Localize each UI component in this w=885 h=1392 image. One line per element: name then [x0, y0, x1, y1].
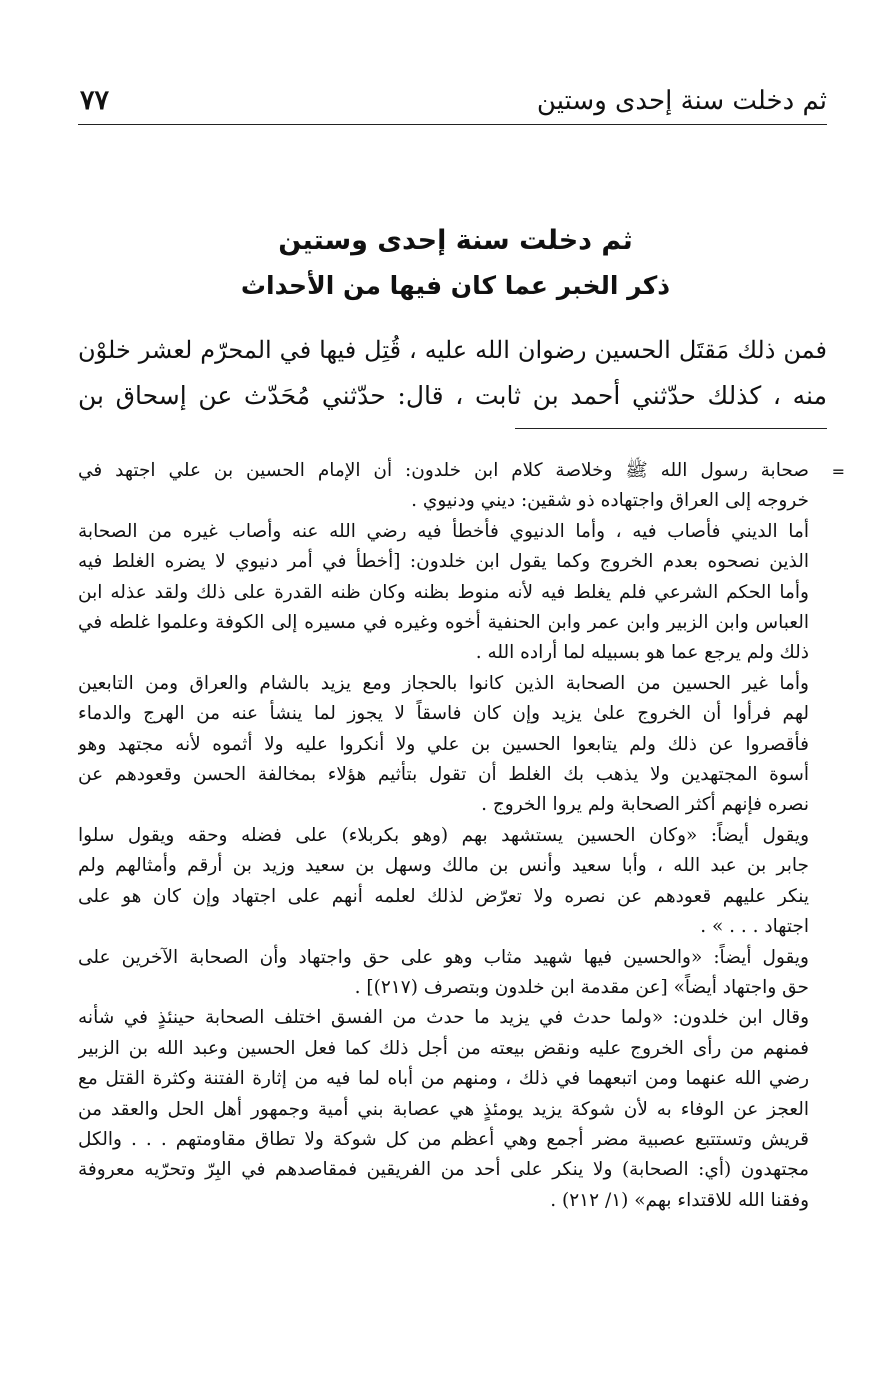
footnote-line: صحابة رسول الله ﷺ وخلاصة كلام ابن خلدون: أن الإمام الحسين بن علي اجتهد في: [78, 460, 809, 481]
footnote-line: فأقصروا عن ذلك ولم يتابعوا الحسين بن علي ولا أنكروا عليه ولا أثموه لأنه مجتهد وهو: [78, 733, 809, 755]
footnote-line: العجز عن الوفاء به لأن شوكة يزيد يومئذٍ هي عصابة بني أمية وجمهور أهل الحل والعقد من: [78, 1098, 809, 1120]
running-title: ثم دخلت سنة إحدى وستين: [536, 86, 827, 116]
footnote-line: الذين نصحوه بعدم الخروج وكما يقول ابن خلدون: [أخطأ في أمر دنيوي لا يضره الغلط فيه: [78, 551, 809, 573]
footnote-line: نصره فإنهم أكثر الصحابة ولم يروا الخروج .: [481, 794, 809, 816]
footnotes: [78, 456, 809, 1216]
running-header: [78, 82, 827, 125]
footnote-line: أما الديني فأصاب فيه ، وأما الدنيوي فأخطأ فيه رضي الله عنه وأصاب غيره من الصحابة: [78, 520, 809, 542]
footnote-line: مجتهدون (أي: الصحابة) ولا ينكر على أحد من الفريقين فمقاصدهم في البِرّ وتحرّيه معروفة: [78, 1159, 809, 1181]
footnote-line: ويقول أيضاً: «والحسين فيها شهيد مثاب وهو على حق واجتهاد وأن الصحابة الآخرين على: [78, 946, 809, 968]
footnote-line: العباس وابن الزبير وابن عمر وابن الحنفية أخوه وغيره في مسيره إلى الكوفة وعلموا غلطه في: [78, 612, 809, 634]
chapter-subtitle: ذكر الخبر عما كان فيها من الأحداث: [240, 271, 671, 300]
footnote-separator: [515, 428, 827, 429]
footnote-line: اجتهاد . . . » .: [700, 916, 809, 938]
footnote-line: جابر بن عبد الله ، وأبا سعيد وأنس بن مالك وسهل بن سعيد وزيد بن أرقم وأمثالهم ولم: [78, 855, 809, 877]
footnote-line: رضي الله عنهما ومن اتبعهما في ذلك ، ومنهم من أباه لما فيه من إثارة الفتنة وكثرة القتل مع: [78, 1068, 809, 1090]
footnote-line: حق واجتهاد أيضاً» [عن مقدمة ابن خلدون وبتصرف (٢١٧)] .: [354, 976, 809, 998]
main-text-line: فمن ذلك مَقتَل الحسين رضوان الله عليه ، قُتِل فيها في المحرّم لعشر خلوْن: [78, 336, 827, 364]
main-text-line: منه ، كذلك حدّثني أحمد بن ثابت ، قال: حدّثني مُحَدّث عن إسحاق بن: [78, 381, 827, 410]
footnote-line: لهم فرأوا أن الخروج علىٰ يزيد وإن كان فاسقاً لا يجوز لما ينشأ عنه من الهرج والدماء: [78, 703, 809, 725]
footnote-line: فمنهم من رأى الخروج عليه ونقض بيعته من أجل ذلك كما فعل الحسين وعبد الله بن الزبير: [78, 1037, 809, 1059]
footnote-continuation-mark: =: [831, 462, 845, 481]
footnote-line: خروجه إلى العراق واجتهاده ذو شقين: ديني ودنيوي .: [411, 490, 809, 512]
footnote-line: وقال ابن خلدون: «ولما حدث في يزيد ما حدث من الفسق اختلف الصحابة حينئذٍ في شأنه: [78, 1007, 809, 1029]
page-number: ٧٧: [80, 85, 110, 116]
main-text: [78, 328, 827, 418]
footnote-line: أسوة المجتهدين ولا يذهب بك الغلط أن تقول بتأثيم هؤلاء بمخالفة الحسن وقعودهم عن: [78, 764, 809, 786]
footnote-line: ذلك ولم يرجع عما هو بسبيله لما أراده الله .: [475, 642, 809, 664]
footnote-line: ويقول أيضاً: «وكان الحسين يستشهد بهم (وهو بكربلاء) على فضله وحقه ويقول سلوا: [78, 824, 809, 846]
footnote-line: قريش وتستتبع عصبية مضر أجمع وهي أعظم من كل شوكة ولا تطاق مقاومتهم . . . والكل: [78, 1128, 809, 1150]
footnote-line: وأما الحكم الشرعي فلم يغلط فيه لأنه منوط بظنه وكان ظنه القدرة على ذلك ولقد عذله ابن: [78, 581, 809, 603]
chapter-title: ثم دخلت سنة إحدى وستين: [278, 225, 633, 256]
footnote-line: وأما غير الحسين من الصحابة الذين كانوا بالحجاز ومع يزيد بالشام والعراق ومن التابعين: [78, 672, 809, 694]
footnote-line: ينكر عليهم قعودهم عن نصره ولا تعرّض لذلك لعلمه أنهم على اجتهاد وإن كان هو على: [78, 885, 809, 907]
footnote-line: وفقنا الله للاقتداء بهم» (١/ ٢١٢) .: [550, 1189, 809, 1211]
